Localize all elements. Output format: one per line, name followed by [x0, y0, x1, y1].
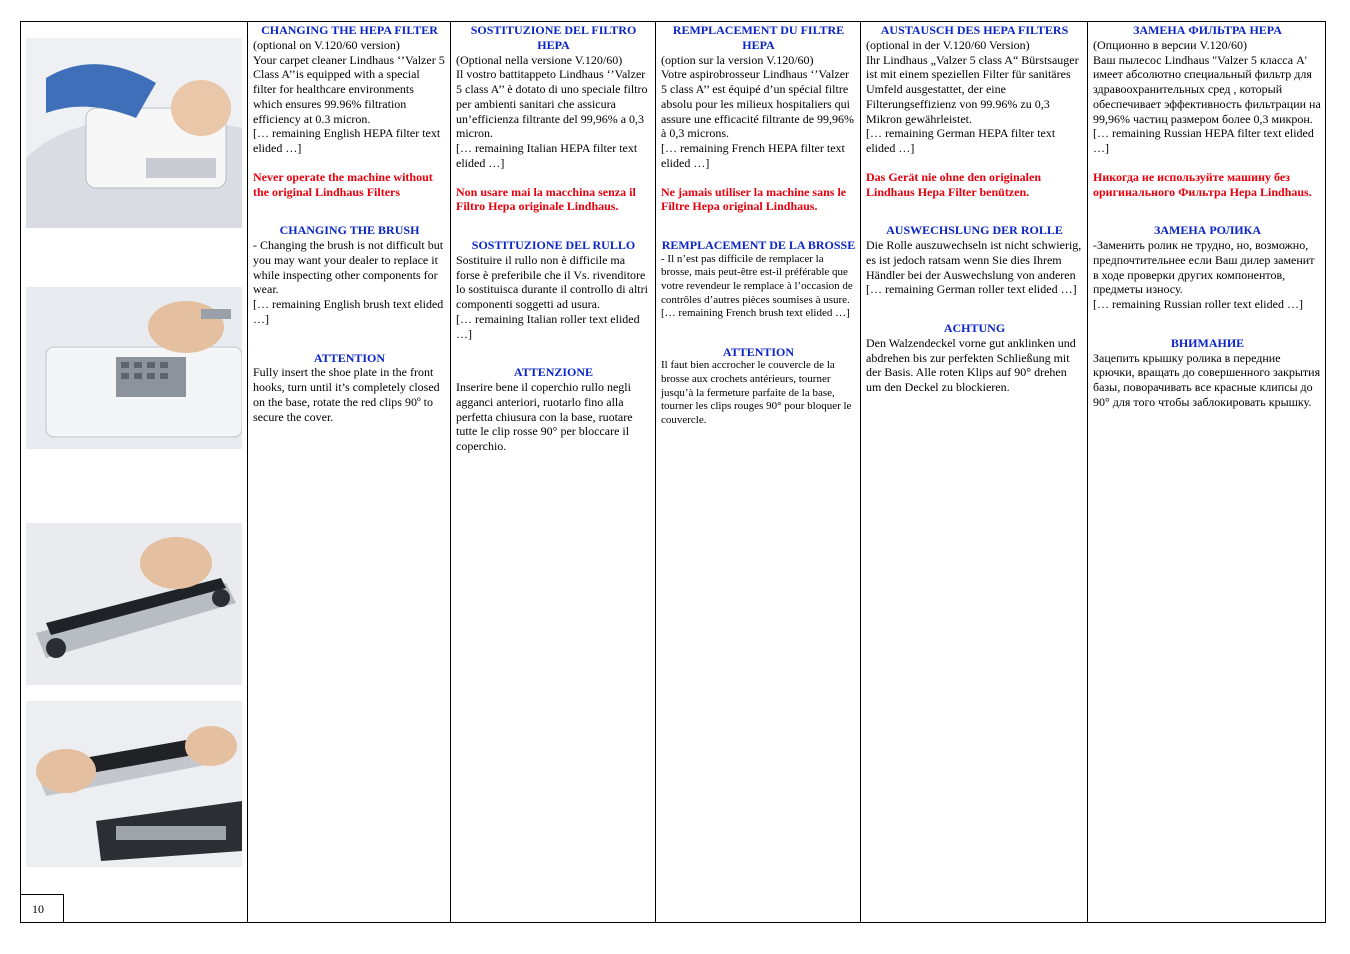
- warning-text-ru: Никогда не используйте машину без оригинального Фильтра Hepa Lindhaus.: [1093, 169, 1312, 199]
- text-line: (Опционно в версии V.120/60): [1093, 37, 1247, 52]
- text-line: Votre aspirobrosseur Lindhaus ‘’Valzer 5 class A’’ est équipé d’un spécial filtre absolu pour les milieux hospitaliers qui assure une efficacité filtrante de 99,96% à 0,3 microns.: [661, 67, 855, 141]
- attention-text-de: Den Walzendeckel vorne gut anklinken und abdrehen bis zur perfekten Schließung mit der Basis. Alle roten Klips auf 90° drehen um den Deckel zu blockieren.: [866, 335, 1076, 394]
- shoe-plate-illustration: [26, 523, 242, 685]
- photo-remove-hepa-filter: [26, 38, 242, 228]
- text-line: Ваш пылесос Lindhaus "Valzer 5 класса А' имеет абсолютно специальный фильтр для здравоохранительных сред , который обеспечивает эффективность фильтрации на 99,96% частиц размером более 0,3 микрон.: [1093, 52, 1321, 126]
- text-line: Your carpet cleaner Lindhaus ‘’Valzer 5 Class A’’is equipped with a special filter for healthcare environments which ensures 99.96% filtration efficiency at 0.3 micron.: [253, 52, 445, 126]
- text-line: (optional in der V.120/60 Version): [866, 37, 1030, 52]
- column-german: [861, 21, 1088, 923]
- filter-grill-illustration: [26, 287, 242, 449]
- warning-text-de: Das Gerät nie ohne den originalen Lindhaus Hepa Filter benützen.: [866, 169, 1042, 199]
- text-line: [… remaining English brush text elided …]: [253, 297, 444, 326]
- text-line: - Il n’est pas difficile de remplacer la brosse, mais peut-être est-il préférable que votre revendeur le remplace à l’occasion de contrôles d’autres pièces soumises à usure.: [661, 252, 853, 306]
- text-line: [… remaining French brush text elided …]: [661, 307, 850, 320]
- text-line: - Changing the brush is not difficult but you may want your dealer to replace it while inspecting other components for wear.: [253, 238, 444, 297]
- column-italian: [451, 21, 656, 923]
- warning-text-fr: Ne jamais utiliser la machine sans le Filtre Hepa original Lindhaus.: [661, 184, 847, 214]
- section-title-hepa-fr: REMPLACEMENT DU FILTRE HEPA: [672, 23, 845, 52]
- photo-column: [20, 21, 248, 923]
- column-russian: [1088, 21, 1326, 923]
- section-title-brush-it: SOSTITUZIONE DEL RULLO: [471, 238, 636, 252]
- text-line: Il vostro battitappeto Lindhaus ‘’Valzer 5 class A’’ è dotato di uno speciale filtro per ambienti sanitari che assicura un’efficienza filtrante del 99,96% a 0,3 micron.: [456, 67, 648, 141]
- warning-text-it: Non usare mai la macchina senza il Filtro Hepa originale Lindhaus.: [456, 184, 636, 214]
- section-title-attention-fr: ATTENTION: [722, 344, 795, 359]
- attention-text-en: Fully insert the shoe plate in the front hooks, turn until it’s completely closed on the base, rotate the red clips 90º to secure the cover.: [253, 365, 440, 424]
- attention-text-it: Inserire bene il coperchio rullo negli agganci anteriori, ruotarlo fino alla perfetta chiusura con la base, ruotare tutte le clip rosse 90° per bloccare il coperchio.: [456, 380, 633, 453]
- section-title-hepa-de: AUSTAUSCH DES HEPA FILTERS: [880, 23, 1069, 37]
- section-title-brush-ru: ЗАМЕНА РОЛИКА: [1154, 223, 1261, 238]
- photo-brush-shoe-plate: [26, 523, 242, 685]
- warning-text-en: Never operate the machine without the original Lindhaus Filters: [253, 169, 433, 199]
- photo-replace-brush: [26, 701, 242, 867]
- text-line: [… remaining German HEPA filter text elided …]: [866, 126, 1056, 155]
- text-line: (optional on V.120/60 version): [253, 37, 400, 52]
- section-title-hepa-en: CHANGING THE HEPA FILTER: [261, 23, 438, 37]
- text-line: [… remaining Russian HEPA filter text elided …]: [1093, 126, 1314, 155]
- text-line: Die Rolle auszuwechseln ist nicht schwierig, es ist jedoch ratsam wenn Sie dies Ihrem Händler bei der Auswechslung von anderen: [866, 238, 1082, 282]
- text-line: [… remaining Italian HEPA filter text elided …]: [456, 141, 638, 170]
- brush-roller-illustration: [26, 701, 242, 867]
- photo-hepa-filter-grill: [26, 287, 242, 449]
- column-french: [656, 21, 861, 923]
- text-line: -Заменить ролик не трудно, но, возможно, предпочтительнее если Ваш дилер заменит в ходе проверки других компонентов, предметы износу.: [1093, 238, 1315, 297]
- section-title-attention-en: ATTENTION: [313, 350, 386, 365]
- section-title-hepa-it: SOSTITUZIONE DEL FILTRO HEPA: [470, 23, 637, 52]
- text-line: [… remaining German roller text elided …]: [866, 282, 1077, 297]
- page-number: 10: [20, 894, 64, 922]
- section-title-hepa-ru: ЗАМЕНА ФИЛЬТРА HEPA: [1133, 23, 1282, 37]
- section-title-attention-ru: ВНИМАНИЕ: [1170, 335, 1245, 350]
- attention-text-ru: Зацепить крышку ролика в передние крючки, вращать до совершенного закрытия базы, поворачивать все красные клипсы до 90° для того чтобы заблокировать крышку.: [1093, 350, 1321, 409]
- text-line: Ihr Lindhaus „Valzer 5 class A“ Bürstsauger ist mit einem speziellen Filter für sanitäres Umfeld ausgestattet, der eine Filterungseffizienz von 99.96% zu 0,3 Mikron gewährleistet.: [866, 52, 1079, 126]
- section-title-attention-it: ATTENZIONE: [513, 365, 594, 380]
- attention-text-fr: Il faut bien accrocher le couvercle de la brosse aux crochets antérieurs, tourner jusqu’à la fermeture parfaite de la base, tourner les clips rouges 90° pour bloquer le couvercle.: [661, 359, 852, 426]
- column-english: [248, 21, 451, 923]
- text-line: (Optional nella versione V.120/60): [456, 52, 623, 67]
- text-line: Sostituire il rullo non è difficile ma forse è preferibile che il Vs. rivenditore lo sostituisca durante il controllo di altri componenti soggetti ad usura.: [456, 252, 648, 311]
- section-title-attention-de: ACHTUNG: [943, 321, 1006, 335]
- text-line: [… remaining Russian roller text elided …]: [1093, 297, 1303, 311]
- text-line: (option sur la version V.120/60): [661, 52, 814, 67]
- section-title-brush-fr: REMPLACEMENT DE LA BROSSE: [661, 238, 856, 252]
- vacuum-filter-illustration: [26, 38, 242, 228]
- text-line: [… remaining Italian roller text elided …]: [456, 311, 640, 341]
- text-line: [… remaining French HEPA filter text elided …]: [661, 141, 845, 170]
- text-line: [… remaining English HEPA filter text elided …]: [253, 126, 441, 155]
- section-title-brush-de: AUSWECHSLUNG DER ROLLE: [886, 223, 1063, 238]
- section-title-brush-en: CHANGING THE BRUSH: [279, 223, 420, 238]
